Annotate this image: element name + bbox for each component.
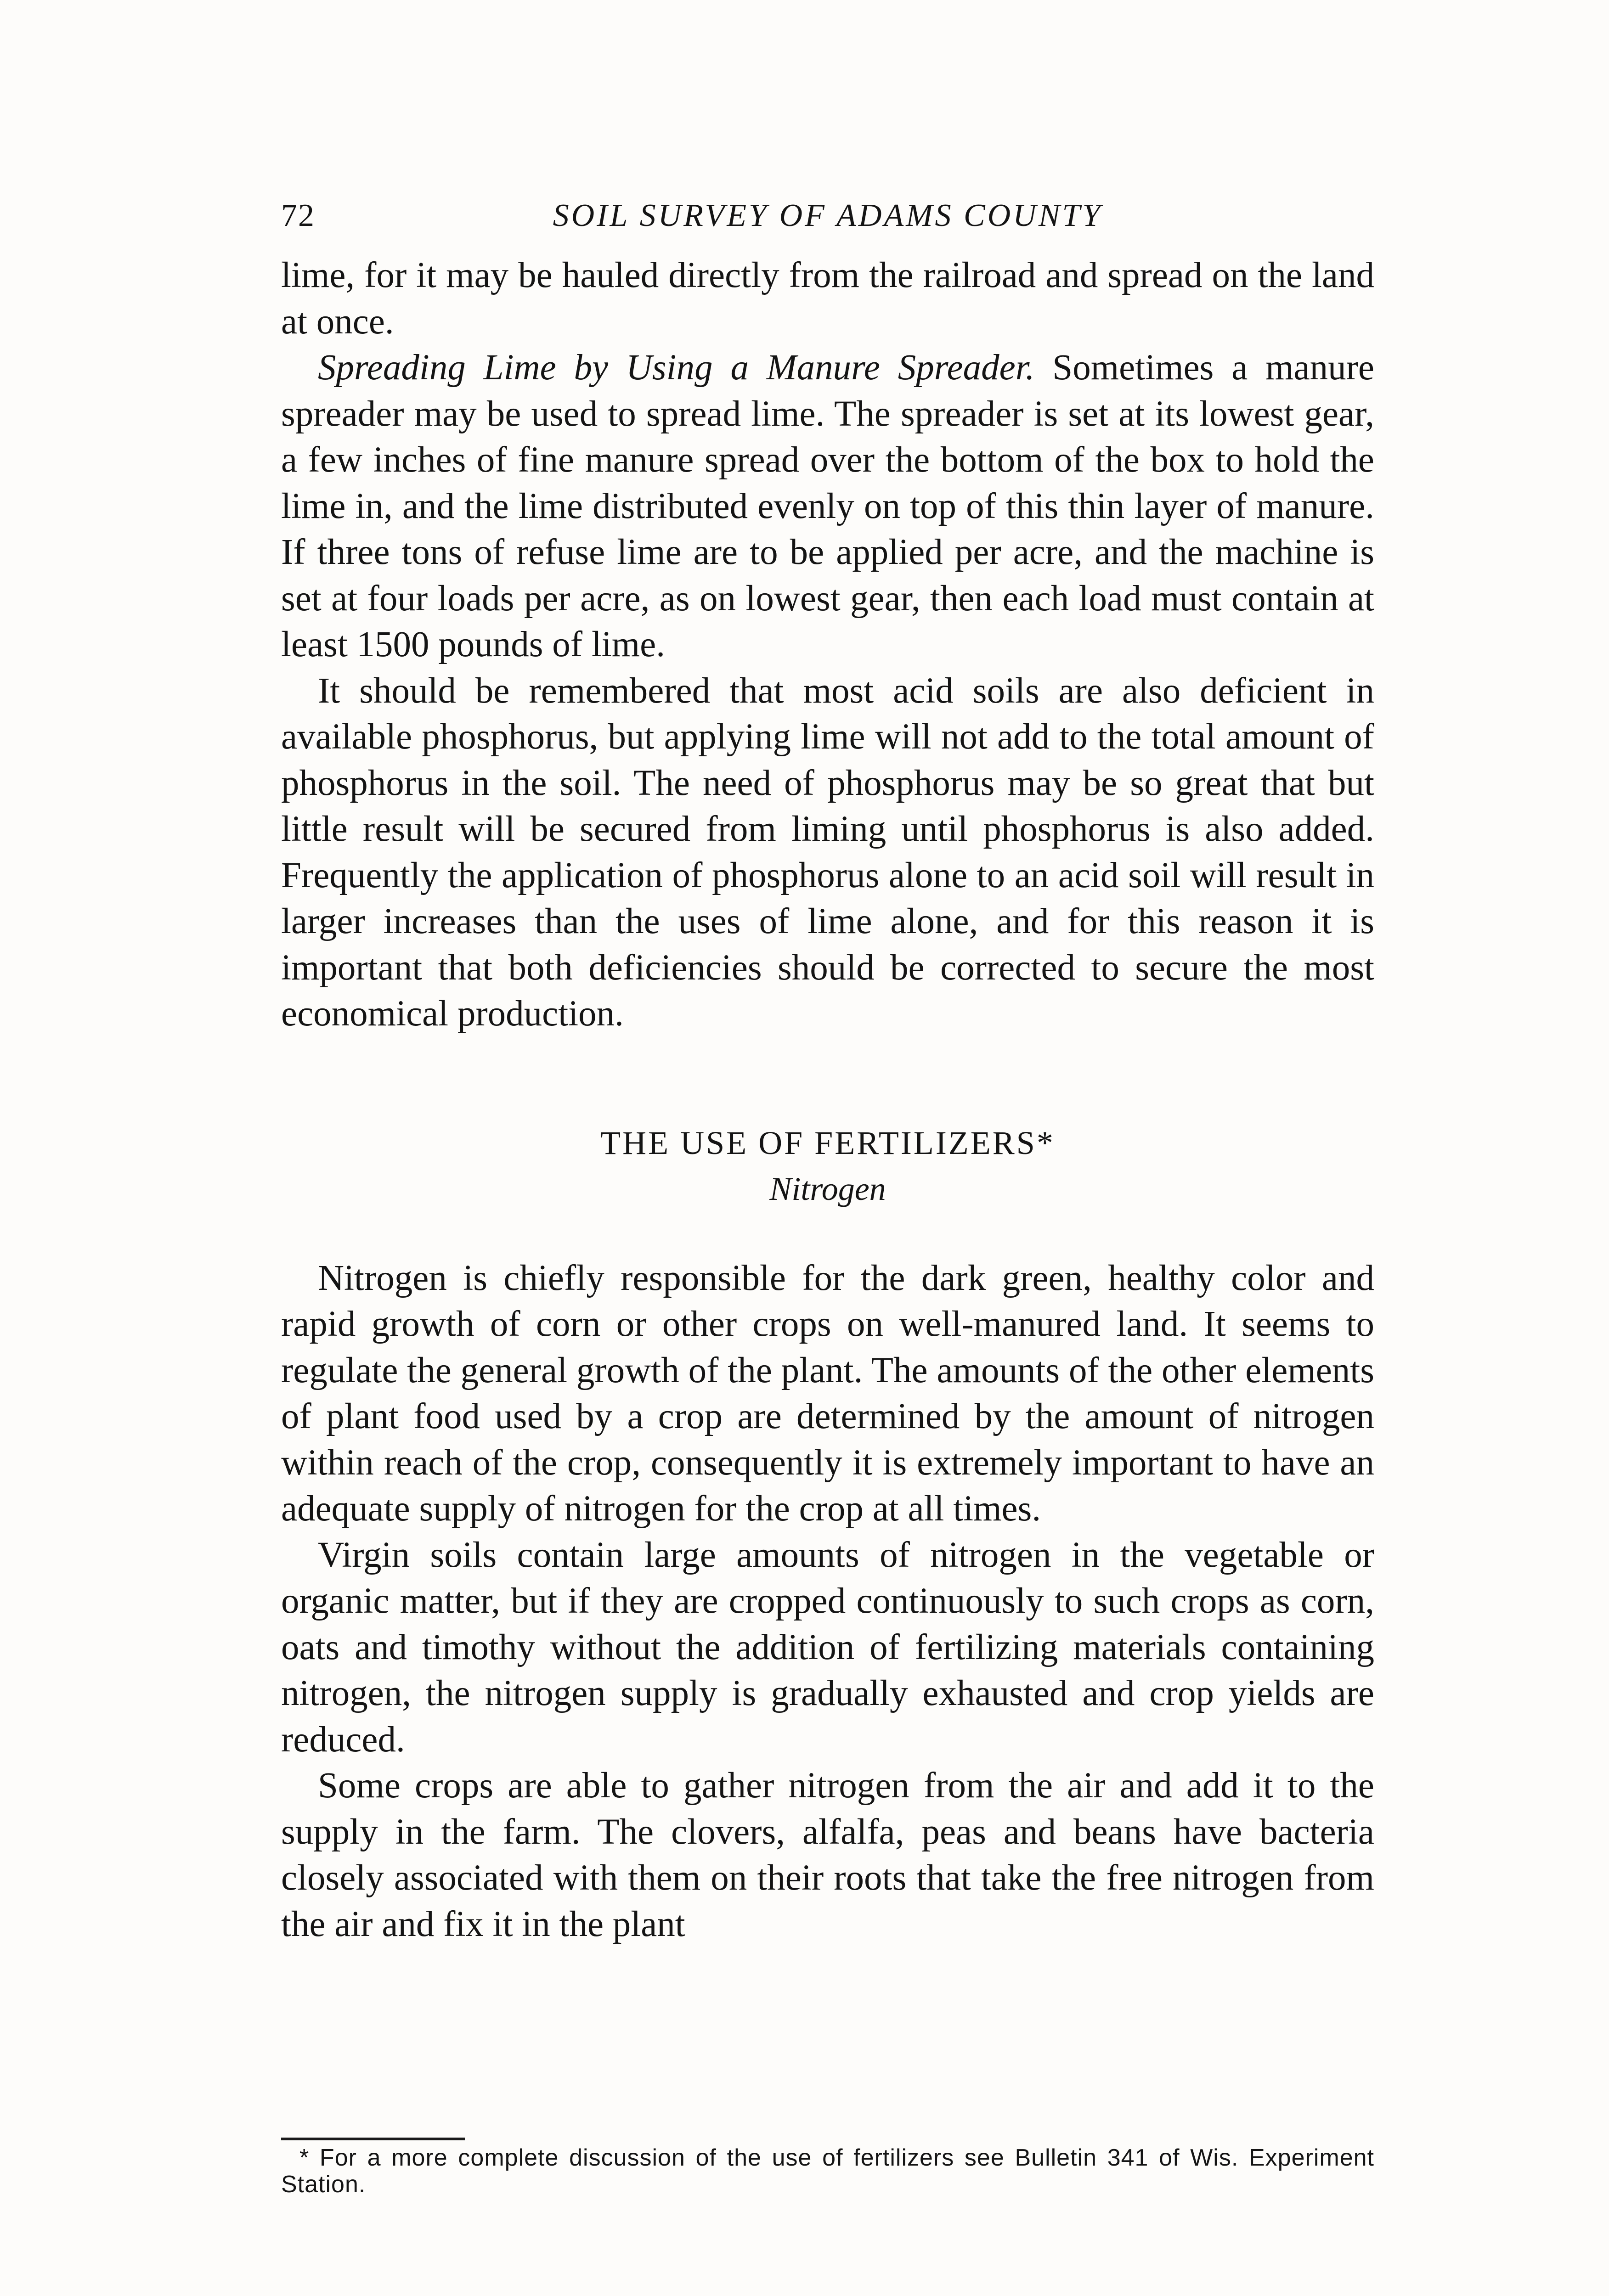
paragraph-virgin-soils: Virgin soils contain large amounts of nitrogen in the vegetable or organic matter, but if they are cropped continuously to such crops as corn, oats and timothy without the addition of fertilizing materials containing nitrogen, the nitrogen supply is gradually exhausted and crop yields are reduced. [281, 1535, 1374, 1760]
page-content [281, 197, 1374, 1947]
paragraph-nitrogen-role: Nitrogen is chiefly responsible for the dark green, healthy color and rapid growth of corn or other crops on well-manured land. It seems to regulate the general growth of the plant. The amounts of the other elements of plant food used by a crop are determined by the amount of nitrogen within reach of the crop, consequently it is extremely important to have an adequate supply of nitrogen for the crop at all times. [281, 1258, 1374, 1529]
paragraph-nitrogen-fixing-crops: Some crops are able to gather nitrogen from the air and add it to the supply in the farm. The clovers, alfalfa, peas and beans have bacteria closely associated with them on their roots that take the free nitrogen from the air and fix it in the plant [281, 1766, 1374, 1944]
running-head: SOIL SURVEY OF ADAMS COUNTY [553, 198, 1103, 233]
footnote-divider [281, 2138, 465, 2140]
paragraph-lime-hauling: lime, for it may be hauled directly from the railroad and spread on the land at once. [281, 255, 1374, 342]
section-title: THE USE OF FERTILIZERS* [600, 1124, 1055, 1161]
paragraph-manure-spreader [281, 345, 1374, 668]
page-number: 72 [281, 198, 315, 233]
subsection-title: Nitrogen [769, 1170, 886, 1207]
inline-heading-manure-spreader: Spreading Lime by Using a Manure Spreader. [318, 348, 1035, 388]
paragraph-manure-spreader-body: Sometimes a manure spreader may be used to spread lime. The spreader is set at its lowest gear, a few inches of fine manure spread over the bottom of the box to hold the lime in, and the lime distributed evenly on top of this thin layer of manure. If three tons of refuse lime are to be applied per acre, and the machine is set at four loads per acre, as on lowest gear, then each load must contain at least 1500 pounds of lime. [281, 348, 1374, 664]
page-header [281, 197, 1374, 253]
paragraph-phosphorus: It should be remembered that most acid soils are also deficient in available phosphorus, but applying lime will not add to the total amount of phosphorus in the soil. The need of phosphorus may be so great that but little result will be secured from liming until phosphorus is also added. Frequently the application of phosphorus alone to an acid soil will result in larger increases than the uses of lime alone, and for this reason it is important that both deficiencies should be corrected to secure the most economical production. [281, 670, 1374, 1034]
footnote: * For a more complete discussion of the use of fertilizers see Bulletin 341 of Wis. Experiment Station. [281, 2144, 1374, 2198]
